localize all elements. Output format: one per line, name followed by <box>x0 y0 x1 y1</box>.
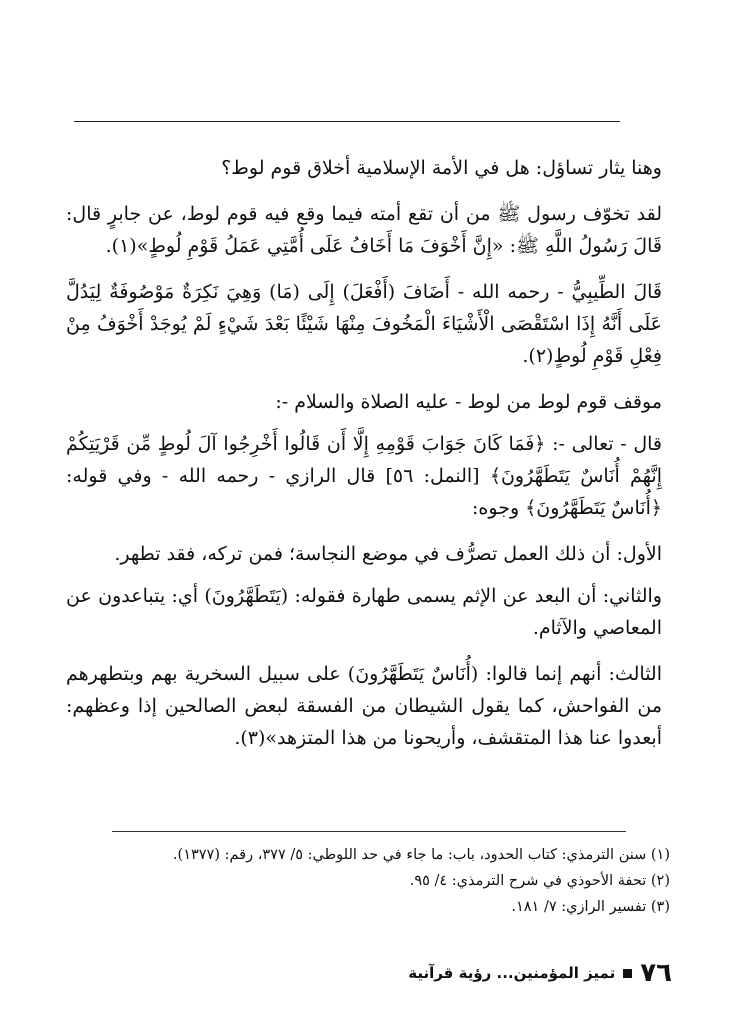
footnote-3: (٣) تفسير الرازي: ٧/ ١٨١. <box>511 899 670 915</box>
page-number: ٧٦ <box>640 958 672 988</box>
paragraph-second: والثاني: أن البعد عن الإثم يسمى طهارة فقوله: (يَتَطَهَّرُونَ) أي: يتباعدون عن المعاصي والآثام. <box>66 585 662 639</box>
paragraph-verse: قال - تعالى -: ﴿فَمَا كَانَ جَوَابَ قَوْمِهِ إِلَّا أَن قَالُوا أَخْرِجُوا آلَ لُوطٍ مِّن قَرْيَتِكُمْ إِنَّهُمْ أُنَاسٌ يَتَطَهَّرُونَ﴾ [النمل: ٥٦] قال الرازي - رحمه الله - وفي قوله: ﴿أُنَاسٌ يَتَطَهَّرُونَ﴾ وجوه: <box>66 433 662 519</box>
paragraph-hadith: لقد تخوّف رسول ﷺ من أن تقع أمته فيما وقع فيه قوم لوط، عن جابرٍ قال: قَالَ رَسُولُ اللَّهِ ﷺ: «إِنَّ أَخْوَفَ مَا أَخَافُ عَلَى أُمَّتِي عَمَلُ قَوْمِ لُوطٍ»(١). <box>66 203 662 257</box>
footnote-rule <box>112 831 626 832</box>
section-heading: موقف قوم لوط من لوط - عليه الصلاة والسلام -: <box>275 391 662 413</box>
paragraph-tibi: قَالَ الطِّيبِيُّ - رحمه الله - أَضَافَ (أَفْعَلَ) إِلَى (مَا) وَهِيَ نَكِرَةٌ مَوْصُوفَةٌ لِيَدُلَّ عَلَى أَنَّهُ إِذَا اسْتَقْصَى الْأَشْيَاءَ الْمَخُوفَ مِنْهَا شَيْئًا بَعْدَ شَيْءٍ لَمْ يُوجَدْ أَخْوَفُ مِنْ فِعْلِ قَوْمِ لُوطٍ(٢). <box>66 281 662 367</box>
page-footer <box>408 958 672 988</box>
paragraph-first: الأول: أن ذلك العمل تصرُّف في موضع النجاسة؛ فمن تركه، فقد تطهر. <box>114 543 662 565</box>
paragraph-question: وهنا يثار تساؤل: هل في الأمة الإسلامية أخلاق قوم لوط؟ <box>221 157 662 179</box>
footnote-2: (٢) تحفة الأحوذي في شرح الترمذي: ٤/ ٩٥. <box>409 873 670 889</box>
square-bullet-icon <box>623 969 632 978</box>
running-title: تميز المؤمنين... رؤية قرآنية <box>408 964 616 982</box>
main-text <box>66 152 662 768</box>
footnote-1: (١) سنن الترمذي: كتاب الحدود، باب: ما جاء في حد اللوطي: ٥/ ٣٧٧، رقم: (١٣٧٧). <box>172 847 670 863</box>
paragraph-third: الثالث: أنهم إنما قالوا: (أُنَاسٌ يَتَطَهَّرُونَ) على سبيل السخرية بهم وبتطهرهم من الفواحش، كما يقول الشيطان من الفسقة لبعض الصالحين إذا وعظهم: أبعدوا عنا هذا المتقشف، وأريحونا من هذا المتزهد»(٣). <box>66 663 662 749</box>
footnotes <box>110 842 670 920</box>
header-rule <box>74 121 620 122</box>
